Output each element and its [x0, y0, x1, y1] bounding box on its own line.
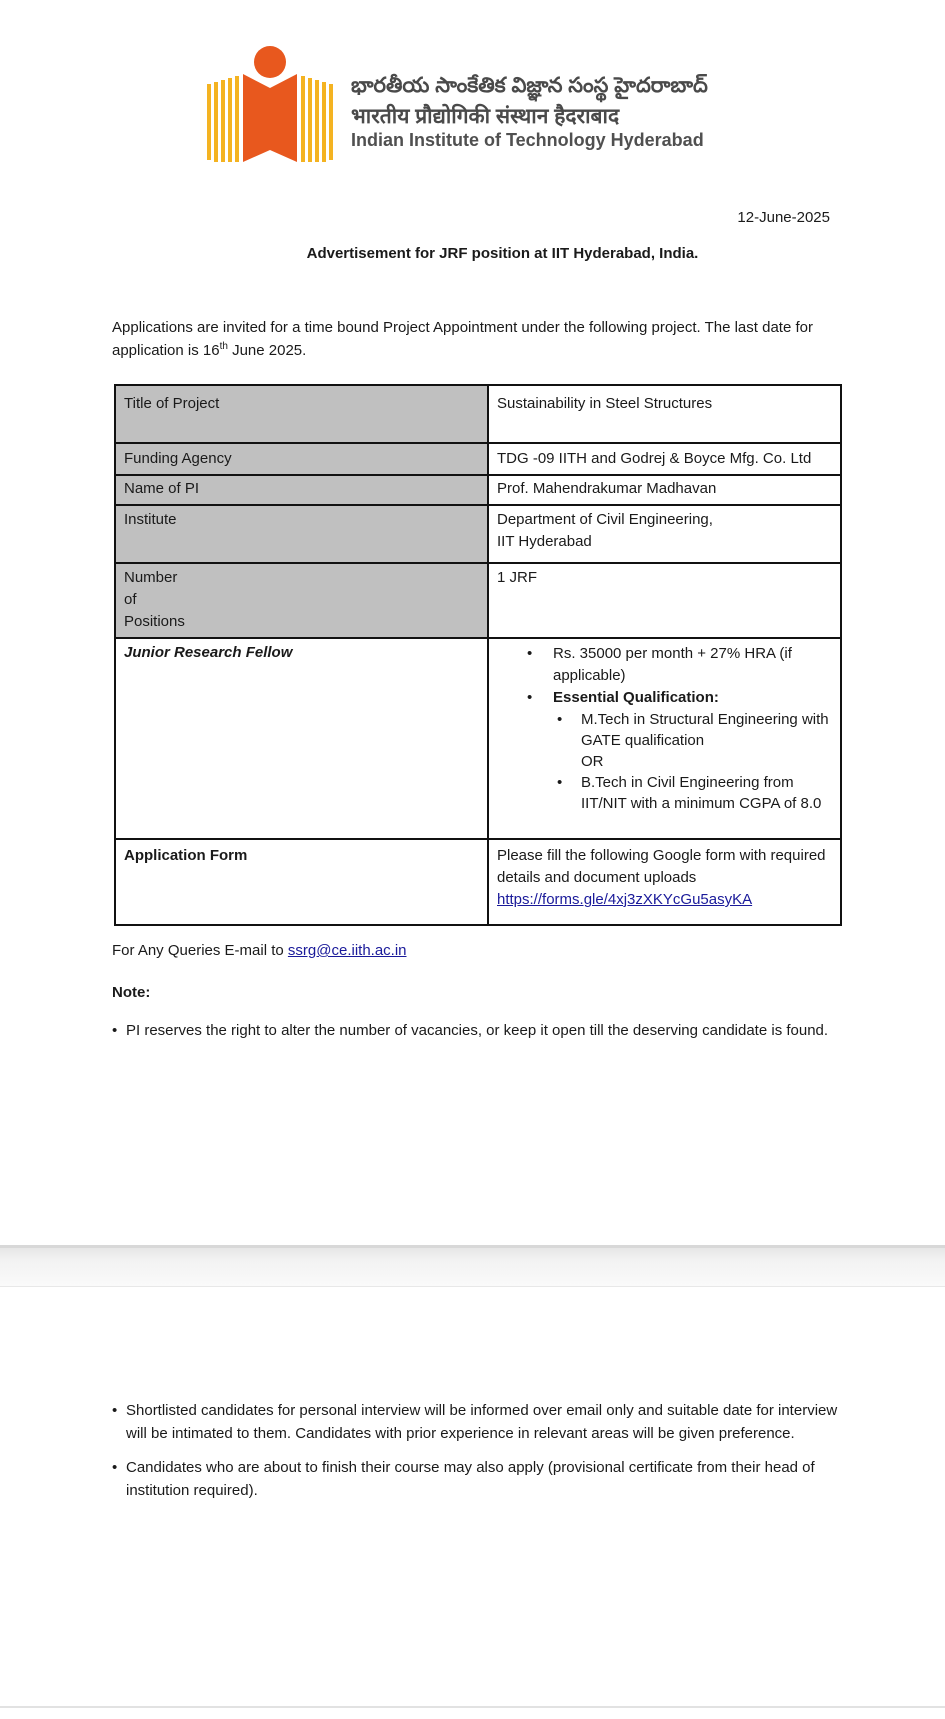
note-item: • Candidates who are about to finish their course may also apply (provisional certificate from their head of institution required). — [112, 1456, 842, 1502]
document-title: Advertisement for JRF position at IIT Hyderabad, India. — [306, 245, 699, 262]
project-title-value: Sustainability in Steel Structures — [488, 385, 841, 443]
application-form-value — [488, 839, 841, 925]
table-row — [115, 475, 841, 505]
institute-name-english: Indian Institute of Technology Hyderabad — [351, 130, 704, 150]
positions-label-line: Positions — [124, 613, 185, 630]
positions-value: 1 JRF — [488, 563, 841, 638]
table-row — [115, 443, 841, 475]
institute-value — [488, 505, 841, 563]
table-row — [115, 839, 841, 925]
pi-name-label: Name of PI — [115, 475, 488, 505]
intro-superscript: th — [219, 341, 228, 352]
list-item — [527, 687, 836, 814]
funding-agency-value: TDG -09 IITH and Godrej & Boyce Mfg. Co. Ltd — [488, 443, 841, 475]
list-item: • Rs. 35000 per month + 27% HRA (if applicable) — [527, 643, 836, 687]
jrf-details — [488, 638, 841, 839]
intro-text: Applications are invited for a time bound Project Appointment under the following project. The last date for application is 16 — [112, 319, 813, 359]
institute-names — [351, 74, 731, 156]
project-title-label: Title of Project — [115, 385, 488, 443]
application-form-text: Please fill the following Google form with required details and document uploads — [497, 847, 826, 886]
table-row — [115, 385, 841, 443]
qualification-heading: Essential Qualification: — [553, 689, 719, 706]
application-form-label-text: Application Form — [124, 847, 248, 864]
institute-department: Department of Civil Engineering, — [497, 511, 713, 528]
jrf-label-text: Junior Research Fellow — [124, 644, 293, 661]
intro-text-end: June 2025. — [227, 342, 307, 359]
or-separator: OR — [581, 753, 604, 770]
page-break — [0, 1245, 945, 1287]
logo-circle — [254, 46, 286, 78]
institute-label: Institute — [115, 505, 488, 563]
table-row — [115, 505, 841, 563]
project-details-table — [114, 384, 842, 926]
note-heading: Note: — [112, 984, 151, 1001]
positions-label — [115, 563, 488, 638]
logo-yellow-left — [207, 76, 239, 162]
qualification-list — [553, 772, 836, 814]
logo-orange-book — [243, 74, 297, 162]
list-item: • B.Tech in Civil Engineering from IIT/NIT with a minimum CGPA of 8.0 — [557, 772, 836, 814]
table-row — [115, 563, 841, 638]
institute-name-hindi: भारतीय प्रौद्योगिकी संस्थान हैदराबाद — [351, 105, 620, 128]
pi-name-value: Prof. Mahendrakumar Madhavan — [488, 475, 841, 505]
document-date: 12-June-2025 — [737, 209, 830, 226]
qualification-list — [553, 709, 836, 751]
application-form-label — [115, 839, 488, 925]
institute-name: IIT Hyderabad — [497, 533, 592, 550]
table-row — [115, 638, 841, 839]
queries-text: For Any Queries E-mail to — [112, 942, 288, 959]
intro-paragraph — [112, 316, 832, 362]
jrf-details-list — [497, 643, 836, 814]
notes-list-page2 — [112, 1399, 842, 1502]
iith-logo — [205, 46, 335, 164]
google-form-link[interactable]: https://forms.gle/4xj3zXKYcGu5asyKA — [497, 891, 753, 908]
positions-label-line: Number — [124, 569, 178, 586]
queries-line — [112, 942, 407, 959]
notes-list-page1 — [112, 1019, 842, 1042]
funding-agency-label: Funding Agency — [115, 443, 488, 475]
positions-label-line: of — [124, 591, 137, 608]
institute-name-telugu: భారతీయ సాంకేతిక విజ్ఞాన సంస్థ హైదరాబాద్ — [351, 74, 708, 97]
note-item: • Shortlisted candidates for personal interview will be informed over email only and suitable date for interview will be intimated to them. Candidates with prior experience in relevant areas will be given preference. — [112, 1399, 842, 1445]
list-item: • M.Tech in Structural Engineering with GATE qualification — [557, 709, 836, 751]
queries-email-link[interactable]: ssrg@ce.iith.ac.in — [287, 942, 407, 959]
logo-yellow-right — [301, 76, 333, 162]
page-bottom-edge — [0, 1706, 945, 1708]
jrf-label — [115, 638, 488, 839]
note-item: • PI reserves the right to alter the number of vacancies, or keep it open till the deserving candidate is found. — [112, 1019, 842, 1042]
institute-header — [205, 46, 725, 166]
